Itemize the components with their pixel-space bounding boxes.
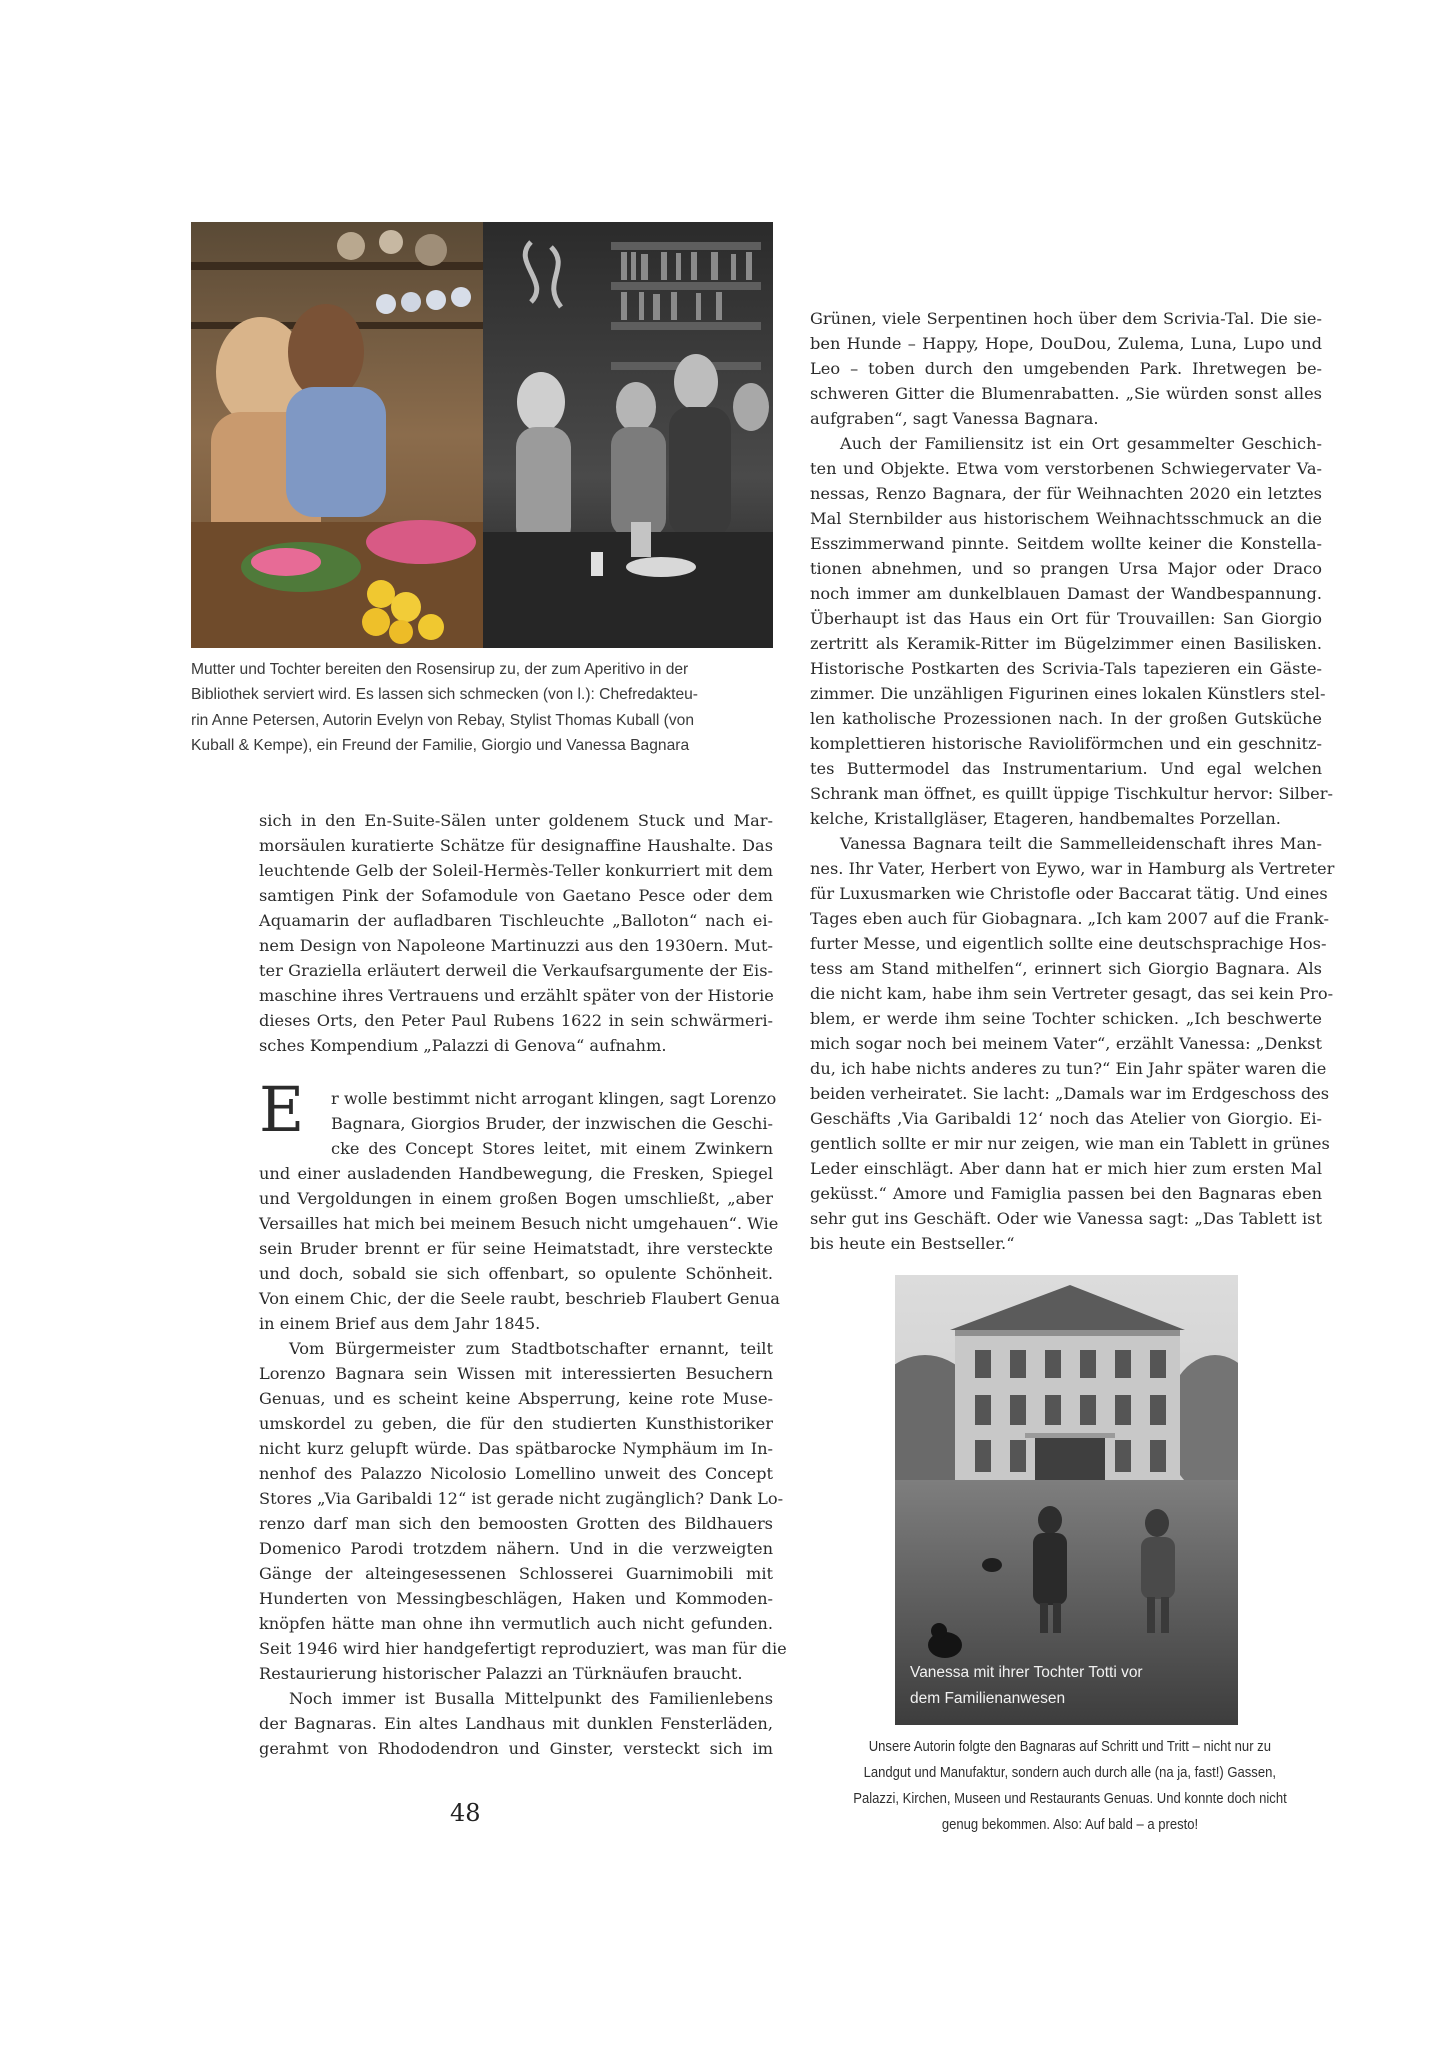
text-line: Aquamarin der aufladbaren Tischleuchte „Balloton“ nach ei- <box>259 911 773 930</box>
text-line: Gänge der alteingesessenen Schlosserei Guarnimobili mit <box>259 1564 773 1583</box>
text-line: len katholische Prozessionen nach. In der großen Gutsküche <box>810 709 1322 728</box>
left-column-top <box>259 808 773 1058</box>
bottom-photo-graphic <box>895 1275 1238 1725</box>
text-line: Leo – toben durch den umgebenden Park. Ihretwegen be- <box>810 359 1322 378</box>
text-line: nenhof des Palazzo Nicolosio Lomellino unweit des Concept <box>259 1464 773 1483</box>
caption-line: Landgut und Manufaktur, sondern auch durch alle (na ja, fast!) Gassen, <box>863 1764 1277 1781</box>
text-line: Von einem Chic, der die Seele raubt, beschrieb Flaubert Genua <box>259 1289 780 1308</box>
text-line: sches Kompendium „Palazzi di Genova“ aufnahm. <box>259 1036 667 1055</box>
text-line: nes. Ihr Vater, Herbert von Eywo, war in Hamburg als Vertreter <box>810 859 1335 878</box>
right-column <box>810 306 1335 1256</box>
text-line: blem, er werde ihm seine Tochter schicken. „Ich beschwerte <box>810 1009 1322 1028</box>
caption-line: Palazzi, Kirchen, Museen und Restaurants Genuas. Und konnte doch nicht <box>853 1790 1287 1807</box>
text-line: morsäulen kuratierte Schätze für designaffine Haushalte. Das <box>259 836 773 855</box>
top-photo-caption <box>191 657 776 759</box>
text-line: knöpfen hätte man ohne ihn vermutlich auch nicht gefunden. <box>259 1614 773 1633</box>
text-line: Bagnara, Giorgios Bruder, der inzwischen die Geschi- <box>331 1114 773 1133</box>
text-line: mich sogar noch bei meinem Vater“, erzählt Vanessa: „Denkst <box>810 1034 1322 1053</box>
text-line: gerahmt von Rhododendron und Ginster, versteckt sich im <box>259 1739 773 1758</box>
text-line: Genuas, und es scheint keine Absperrung, keine rote Muse- <box>259 1389 773 1408</box>
text-line: renzo darf man sich den bemoosten Grotten des Bildhauers <box>259 1514 773 1533</box>
text-line: Restaurierung historischer Palazzi an Türknäufen braucht. <box>259 1664 743 1683</box>
text-line: Historische Postkarten des Scrivia-Tals tapezieren ein Gäste- <box>810 659 1322 678</box>
text-line: Vanessa Bagnara teilt die Sammelleidenschaft ihres Man- <box>840 834 1322 853</box>
text-line: ten und Objekte. Etwa vom verstorbenen Schwiegervater Va- <box>810 459 1322 478</box>
text-line: beiden verheiratet. Sie lacht: „Damals war im Erdgeschoss des <box>810 1084 1330 1103</box>
text-line: sein Bruder brennt er für seine Heimatstadt, ihre versteckte <box>259 1239 773 1258</box>
text-line: gentlich sollte er mir nur zeigen, wie man ein Tablett in grünes <box>810 1134 1330 1153</box>
text-line: furter Messe, und eigentlich sollte eine deutschsprachige Hos- <box>810 934 1327 953</box>
overlay-caption-line: Vanessa mit ihrer Tochter Totti vor <box>910 1664 1143 1681</box>
caption-line: rin Anne Petersen, Autorin Evelyn von Rebay, Stylist Thomas Kuball (von <box>191 711 695 729</box>
text-line: und doch, sobald sie sich offenbart, so opulente Schönheit. <box>259 1264 773 1283</box>
text-line: cke des Concept Stores leitet, mit einem Zwinkern <box>331 1139 773 1158</box>
text-line: sehr gut ins Geschäft. Oder wie Vanessa sagt: „Das Tablett ist <box>810 1209 1322 1228</box>
overlay-caption-line: dem Familienanwesen <box>910 1690 1066 1707</box>
bottom-photo-caption <box>815 1734 1325 1838</box>
text-line: kelche, Kristallgläser, Etageren, handbemaltes Porzellan. <box>810 809 1281 828</box>
text-line: umskordel zu geben, die für den studierten Kunsthistoriker <box>259 1414 773 1433</box>
top-photo <box>191 222 773 648</box>
caption-line: genug bekommen. Also: Auf bald – a presto! <box>941 1816 1199 1833</box>
text-line: die nicht kam, habe ihm sein Vertreter gesagt, das sei kein Pro- <box>810 984 1334 1003</box>
text-line: Hunderten von Messingbeschlägen, Haken und Kommoden- <box>259 1589 773 1608</box>
caption-line: Bibliothek serviert wird. Es lassen sich schmecken (von l.): Chefredakteu- <box>191 686 698 704</box>
text-line: sich in den En-Suite-Sälen unter goldenem Stuck und Mar- <box>259 811 773 830</box>
text-line: Versailles hat mich bei meinem Besuch nicht umgehauen“. Wie <box>259 1214 779 1233</box>
text-line: Leder einschlägt. Aber dann hat er mich hier zum ersten Mal <box>810 1159 1322 1178</box>
text-line: für Luxusmarken wie Christofle oder Baccarat tätig. Und eines <box>810 884 1328 903</box>
text-line: tes Buttermodel das Instrumentarium. Und egal welchen <box>810 759 1322 778</box>
top-photo-graphic <box>191 222 773 648</box>
text-line: maschine ihres Vertrauens und erzählt später von der Historie <box>259 986 774 1005</box>
text-line: schweren Gitter die Blumenrabatten. „Sie würden sonst alles <box>810 384 1322 403</box>
text-line: leuchtende Gelb der Soleil-Hermès-Teller konkurriert mit dem <box>259 861 773 880</box>
drop-cap: E <box>259 1073 305 1146</box>
text-line: Schrank man öffnet, es quillt üppige Tischkultur hervor: Silber- <box>810 784 1333 803</box>
text-line: Lorenzo Bagnara sein Wissen mit interessierten Besuchern <box>259 1364 773 1383</box>
text-line: Vom Bürgermeister zum Stadtbotschafter ernannt, teilt <box>289 1339 773 1358</box>
text-line: geküsst.“ Amore und Famiglia passen bei den Bagnaras eben <box>810 1184 1322 1203</box>
text-line: ter Graziella erläutert derweil die Verkaufsargumente der Eis- <box>259 961 773 980</box>
page-number: 48 <box>450 1799 481 1827</box>
text-line: und Vergoldungen in einem großen Bogen umschließt, „aber <box>259 1189 773 1208</box>
text-line: du, ich habe nichts anderes zu tun?“ Ein Jahr später waren die <box>810 1059 1327 1078</box>
text-line: nessas, Renzo Bagnara, der für Weihnachten 2020 ein letztes <box>810 484 1322 503</box>
text-line: ben Hunde – Happy, Hope, DouDou, Zulema, Luna, Lupo und <box>810 334 1322 353</box>
text-line: und einer ausladenden Handbewegung, die Fresken, Spiegel <box>259 1164 773 1183</box>
text-line: in einem Brief aus dem Jahr 1845. <box>259 1314 541 1333</box>
text-line: Tages eben auch für Giobagnara. „Ich kam 2007 auf die Frank- <box>810 909 1329 928</box>
text-line: komplettieren historische Ravioliförmchen und ein geschnitz- <box>810 734 1322 753</box>
bottom-photo-overlay-caption <box>910 1660 1143 1712</box>
text-line: Grünen, viele Serpentinen hoch über dem Scrivia-Tal. Die sie- <box>810 309 1322 328</box>
caption-line: Unsere Autorin folgte den Bagnaras auf Schritt und Tritt – nicht nur zu <box>868 1738 1272 1755</box>
text-line: Seit 1946 wird hier handgefertigt reproduziert, was man für die <box>259 1639 787 1658</box>
text-line: bis heute ein Bestseller.“ <box>810 1234 1015 1253</box>
text-line: Domenico Parodi trotzdem nähern. Und in die verzweigten <box>259 1539 773 1558</box>
text-line: nicht kurz gelupft würde. Das spätbarocke Nymphäum im In- <box>259 1439 773 1458</box>
text-line: tess am Stand mithelfen“, erinnert sich Giorgio Bagnara. Als <box>810 959 1322 978</box>
text-line: Überhaupt ist das Haus ein Ort für Trouvaillen: San Giorgio <box>810 609 1322 628</box>
text-line: zimmer. Die unzähligen Figurinen eines lokalen Künstlers stel- <box>810 684 1326 703</box>
text-line: aufgraben“, sagt Vanessa Bagnara. <box>810 409 1099 428</box>
text-line: der Bagnaras. Ein altes Landhaus mit dunklen Fensterläden, <box>259 1714 773 1733</box>
text-line: Noch immer ist Busalla Mittelpunkt des Familienlebens <box>289 1689 773 1708</box>
text-line: samtigen Pink der Sofamodule von Gaetano Pesce oder dem <box>259 886 773 905</box>
text-line: tionen abnehmen, und so prangen Ursa Major oder Draco <box>810 559 1322 578</box>
caption-line: Kuball & Kempe), ein Freund der Familie, Giorgio und Vanessa Bagnara <box>191 737 690 755</box>
text-line: Geschäfts ‚Via Garibaldi 12‘ noch das Atelier von Giorgio. Ei- <box>810 1109 1322 1128</box>
text-line: Auch der Familiensitz ist ein Ort gesammelter Geschich- <box>840 434 1322 453</box>
left-column-bottom <box>259 1086 787 1761</box>
text-line: r wolle bestimmt nicht arrogant klingen, sagt Lorenzo <box>331 1089 777 1108</box>
text-line: dieses Orts, den Peter Paul Rubens 1622 in sein schwärmeri- <box>259 1011 773 1030</box>
bottom-photo <box>895 1275 1238 1725</box>
text-line: zertritt als Keramik-Ritter im Bügelzimmer einen Basilisken. <box>810 634 1322 653</box>
caption-line: Mutter und Tochter bereiten den Rosensirup zu, der zum Aperitivo in der <box>191 661 689 678</box>
text-line: Stores „Via Garibaldi 12“ ist gerade nicht zugänglich? Dank Lo- <box>259 1489 784 1508</box>
text-line: noch immer am dunkelblauen Damast der Wandbespannung. <box>810 584 1322 603</box>
text-line: nem Design von Napoleone Martinuzzi aus den 1930ern. Mut- <box>259 936 773 955</box>
text-line: Esszimmerwand pinnte. Seitdem wollte keiner die Konstella- <box>810 534 1322 553</box>
text-line: Mal Sternbilder aus historischem Weihnachtsschmuck an die <box>810 509 1322 528</box>
